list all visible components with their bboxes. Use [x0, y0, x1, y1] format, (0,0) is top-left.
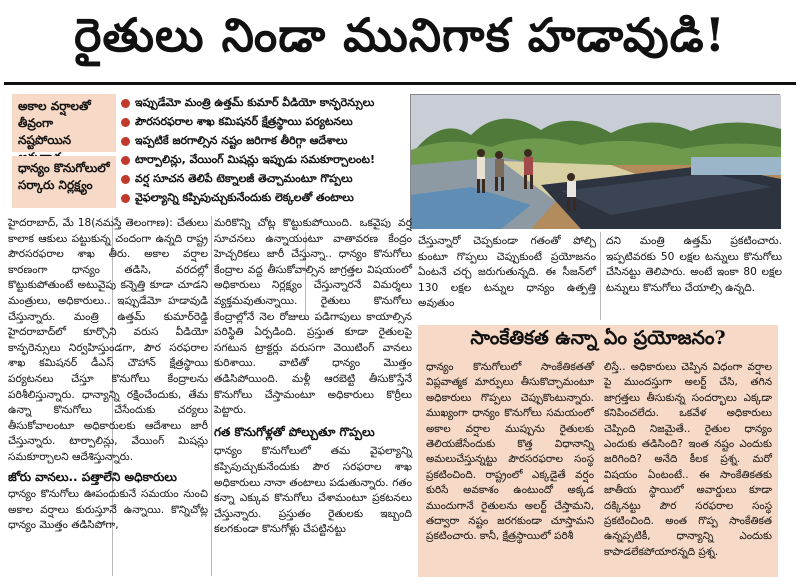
bullet-item: ఇప్పటికే జరగాల్సిన నష్టం జరిగాక తీరిగ్గా ఆదేశాలు [121, 133, 399, 150]
bullet-dot-icon [121, 156, 130, 165]
farmers-tarpaulin-photo [411, 95, 781, 229]
article-subhead: జోరు వానలు.. పత్తాలేని అధికారులు [8, 469, 177, 484]
article-column-3 [418, 234, 596, 320]
column-divider [211, 216, 212, 576]
article-column-4 [606, 234, 782, 320]
article-column-1 [8, 216, 208, 578]
article-text: హైదరాబాద్, మే 18(నమస్తే తెలంగాణ): చేతులు కాలాక ఆకులు పట్టుకున్న చందంగా ఉన్నది రాష్ట్ర పౌరసరఫరాల శాఖ తీరు. అకాల వర్షాల కారణంగా ధాన్యం తడిసి, వరదల్లో కొట్టుకుపోతుంటే అటువైపు కన్నెత్తి కూడా చూడని మంత్రులు, అధికారులు.. ఇప్పుడేమో హడావుడి చేస్తున్నారు. మంత్రి ఉత్తమ్ కుమార్‌రెడ్డి హైదరాబాద్‌లో కూర్చొని వరుస వీడియో కాన్ఫరెన్సులు నిర్వహిస్తుండగా, పౌర సరఫరాల శాఖ కమిషనర్ డీఎస్ చౌహాన్ క్షేత్రస్థాయి పర్యటనలు చేస్తూ కొనుగోలు కేంద్రాలను పరిశీలిస్తున్నారు. ధాన్యాన్ని రక్షించేందుకు, తేమ ఉన్నా కొనుగోలు చేసేందుకు చర్యలు తీసుకోవాలంటూ అధికారులకు ఆదేశాలు జారీ చేస్తున్నారు. టార్పాలిన్లు, వేయింగ్ మిషన్లు సమకూర్చాలని ఆదేశిస్తున్నారు. [8, 217, 208, 463]
bullet-item: వర్ష సూచన తెలిపే టెక్నాలజీ తెచ్చామంటూ గొప్పలు [121, 171, 399, 188]
bullet-item: ఇప్పుడేమో మంత్రి ఉత్తమ్ కుమార్ వీడియో కాన్ఫరెన్సులు [121, 95, 399, 112]
technology-box-right-column: లిస్తే.. అధికారులు చెప్పిన విధంగా వర్షాల పై ముందస్తుగా అలర్ట్ చేసి, తగిన జాగ్రత్తలు తీసుకున్న సందర్భాలు ఎక్కడా కనిపించలేదు. ఒకవేళ అధికారులు చెప్పింది నిజమైతే.. రైతుల ధాన్యం ఎందుకు తడిసింది? ఇంత నష్టం ఎందుకు జరిగింది? అనేది కీలక ప్రశ్న. మరో విషయం ఏంటంటే.. ఈ సాంకేతికతకు జాతీయ స్థాయిలో అవార్డులు కూడా దక్కినట్టు పౌర సరఫరాల సంస్థ ప్రకటించింది. అంత గొప్ప సాంకేతికత ఉన్నప్పటికీ, ధాన్యాన్ని ఎందుకు కాపాడలేకపోయారన్నది ప్రశ్న. [604, 361, 772, 558]
article-column-2 [214, 216, 412, 578]
bullet-item: వైఫల్యాన్ని కప్పిపుచ్చుకునేందుకు లెక్కలతో తంటాలు [121, 190, 399, 207]
headline-rule [4, 82, 796, 85]
article-text: దని మంత్రి ఉత్తమ్ ప్రకటించారు. ఇప్పటివరకు 50 లక్షల టన్నులు కొనుగోలు చేసినట్టు తెలిపారు. అంటే ఇంకా 80 లక్షల టన్నులు కొనుగోలు చేయాల్సి ఉన్నది. [606, 235, 782, 294]
bullet-dot-icon [121, 99, 130, 108]
technology-box-title: సాంకేతికత ఉన్నా ఏం ప్రయోజనం? [470, 326, 726, 349]
article-text: చేస్తున్నారో చెప్పకుండా గతంతో పోల్చి కుంటూ గొప్పలు చెప్పుకుంటే ప్రయోజనం ఏంటనే చర్చ జరుగుతున్నది. ఈ సీజన్‌లో 130 లక్షల టన్నుల ధాన్యం ఉత్పత్తి అవుతుం [418, 235, 596, 310]
headline: రైతులు నిండా మునిగాక హడావుడి! [74, 8, 726, 62]
column-divider [600, 232, 601, 320]
summary-box-farmers: అకాల వర్షాలతో తీవ్రంగా నష్టపోయిన [12, 94, 116, 152]
summary-box-negligence: ధాన్యం కొనుగోలులో సర్కారు నిర్లక్ష్యం [12, 156, 116, 208]
bullet-dot-icon [121, 175, 130, 184]
article-subhead: గత కొనుగోళ్లతో పోల్చుతూ గొప్పలు [214, 424, 375, 439]
bullet-dot-icon [121, 118, 130, 127]
bullet-dot-icon [121, 194, 130, 203]
highlight-bullets [121, 95, 399, 210]
article-text: ధాన్యం కొనుగోలు ఊపందుకునే సమయం నుంచి అకాల వర్షాలు కురుస్తూనే ఉన్నాయి. కొన్నిచోట్ల ధాన్యం మొత్తం తడిసిపోగా, [8, 488, 208, 532]
bullet-item: టార్పాలిన్లు, వేయింగ్ మిషన్లు ఇప్పుడు సమకూర్చాలంట! [121, 152, 399, 169]
bullet-dot-icon [121, 137, 130, 146]
news-photo [410, 94, 780, 228]
article-text: ధాన్యం కొనుగోలులో తమ వైఫల్యాన్ని కప్పిపుచ్చుకునేందుకు పౌర సరఫరాల శాఖ అధికారులు నానా తంటాలు పడుతున్నారు. గతం కన్నా ఎక్కువ కొనుగోలు చేశామంటూ ప్రకటనలు చేస్తున్నారు. ప్రస్తుతం రైతులకు ఇబ్బంది కలగకుండా కొనుగోళ్లు చేపట్టినట్టు [214, 445, 412, 536]
bullet-item: పౌరసరఫరాల శాఖ కమిషనర్ క్షేత్రస్థాయి పర్యటనలు [121, 114, 399, 131]
article-text: మరికొన్ని చోట్ల కొట్టుకుపోయింది. ఒకవైపు వర్ష సూచనలు ఉన్నాయంటూ వాతావరణ కేంద్రం హెచ్చరికలు జారీ చేస్తున్నా.. ధాన్యం కొనుగోలు కేంద్రాల వద్ద తీసుకోవాల్సిన జాగ్రత్తల విషయంలో అధికారులు నిర్లక్ష్యం చేస్తున్నారనే విమర్శలు వ్యక్తమవుతున్నాయి. రైతులు కొనుగోలు కేంద్రాల్లోనే నెల రోజులు పడిగాపులు కాయాల్సిన పరిస్థితి ఏర్పడింది. ప్రస్తుత కూడా రైతులపై సగటున ట్రాక్టర్లు వరుసగా వెయిటింగ్ వానలు కురిశాయి. వాటితో ధాన్యం మొత్తం తడిసిపోయింది. మళ్లీ ఆరబెట్టి తీసుకొస్తేనే కొనుగోలు చేస్తామంటూ అధికారులు కొర్రీలు పెట్టారు. [214, 217, 412, 417]
technology-box-left-column: ధాన్యం కొనుగోలులో సాంకేతికతతో విప్లవాత్మక మార్పులు తీసుకొచ్చామంటూ అధికారులు గొప్పలు చెప్పుకొంటున్నారు. ముఖ్యంగా ధాన్యం కొనుగోలు సమయంలో అకాల వర్షాల ముప్పును రైతులకు తెలియజేసేందుకు కొత్త విధానాన్ని అమలుచేస్తున్నట్టు పౌరసరఫరాల సంస్థ ప్రకటించింది. రాష్ట్రంలో ఎక్కడైతే వర్షం కురిసే అవకాశం ఉంటుందో అక్కడ ముందుగానే రైతులను అలర్ట్ చేస్తామని, తద్వారా నష్టం జరగకుండా చూస్తామని ప్రకటించారు. కానీ, క్షేత్రస్థాయిలో పరిశీ [426, 361, 594, 543]
